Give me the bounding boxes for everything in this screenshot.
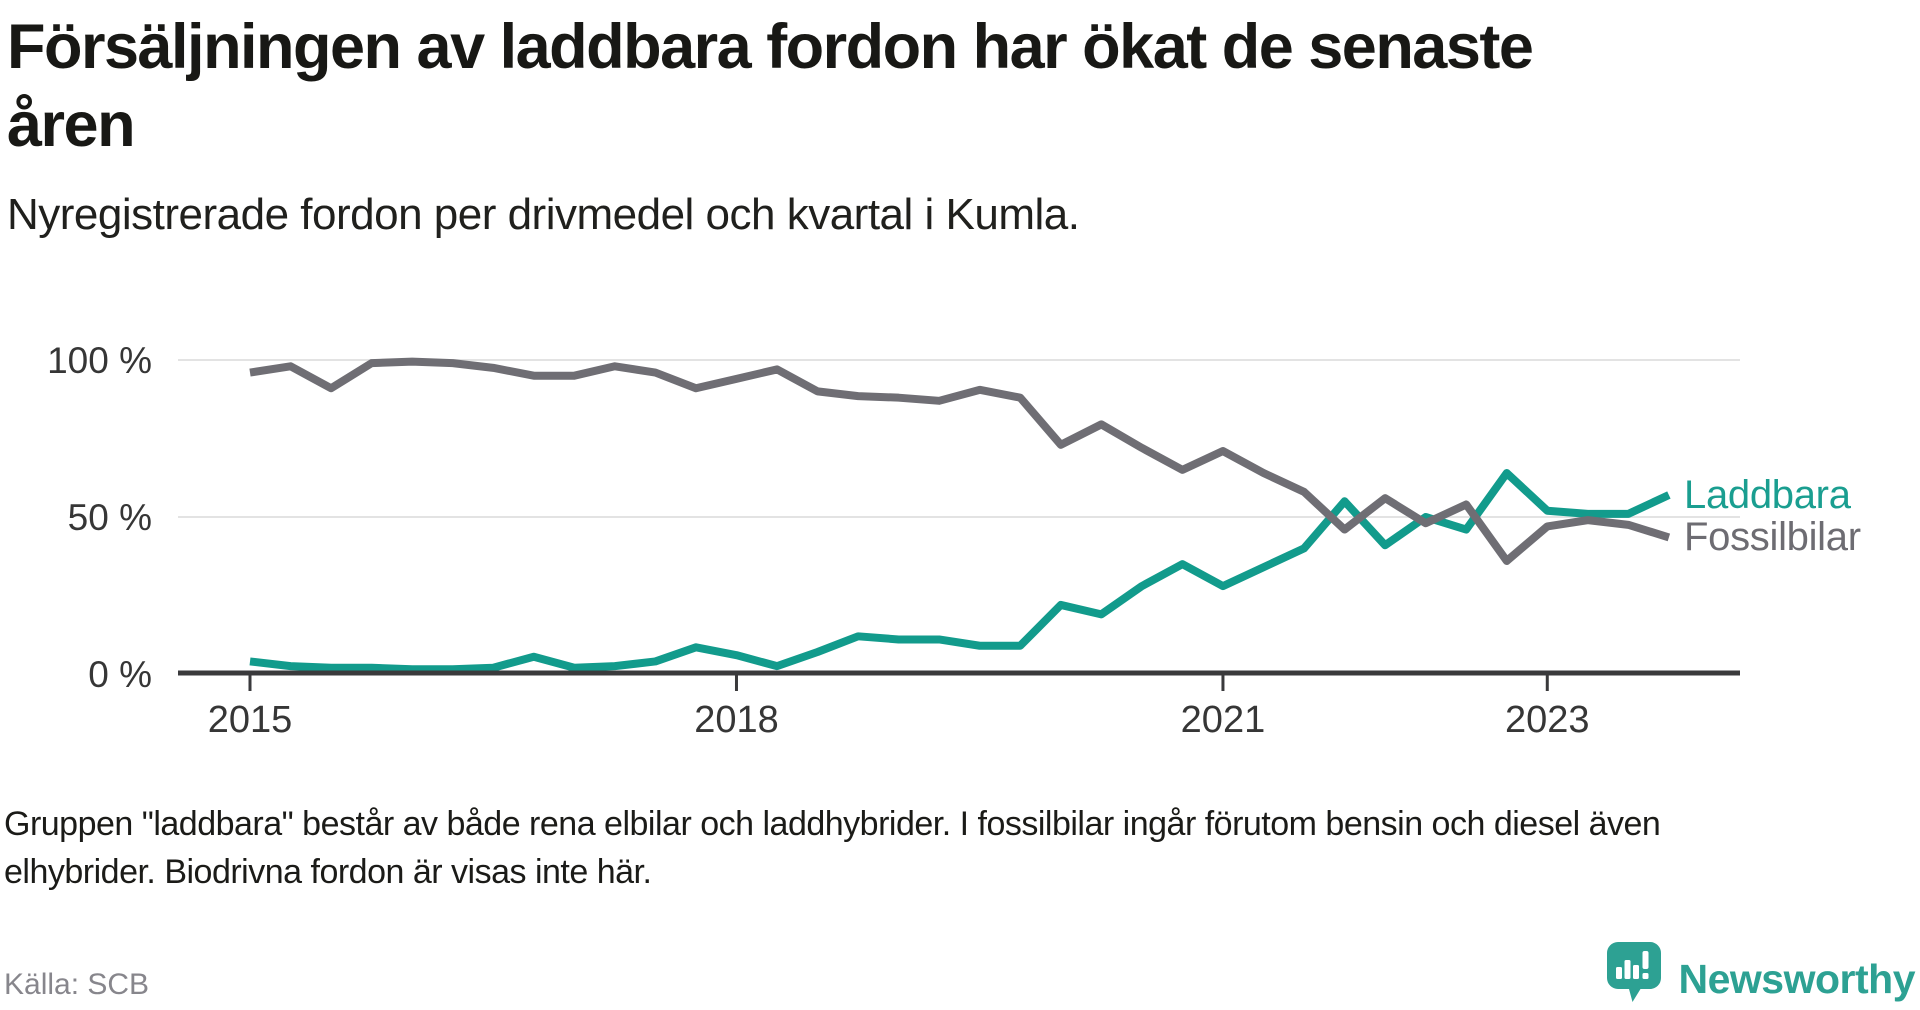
x-axis-label-2015: 2015 (207, 699, 293, 741)
newsworthy-logo-text: Newsworthy (1678, 956, 1915, 1002)
chart-footnote-line-2: elhybrider. Biodrivna fordon är visas inte här. (4, 853, 652, 891)
x-axis-label-2018: 2018 (694, 699, 779, 741)
source-label: Källa: SCB (4, 968, 150, 1001)
series-line-laddbara (250, 473, 1669, 669)
newsworthy-logo-icon (1607, 942, 1661, 1002)
series-line-fossilbilar (250, 362, 1669, 561)
page-title-line-1: Försäljningen av laddbara fordon har ökat de senaste (7, 12, 1533, 82)
y-axis-label-100: 100 % (47, 340, 152, 381)
x-axis-label-2023: 2023 (1505, 699, 1590, 741)
chart-footnote-line-1: Gruppen "laddbara" består av både rena elbilar och laddhybrider. I fossilbilar ingår förutom bensin och diesel även (4, 805, 1661, 843)
y-axis-label-0: 0 % (88, 654, 152, 695)
x-axis-label-2021: 2021 (1180, 699, 1266, 741)
newsworthy-logo (1607, 942, 1916, 1003)
legend-label-fossilbilar: Fossilbilar (1684, 515, 1861, 560)
legend-label-laddbara: Laddbara (1684, 473, 1851, 518)
page-subtitle: Nyregistrerade fordon per drivmedel och kvartal i Kumla. (7, 190, 1080, 239)
page-title-line-2: åren (7, 90, 135, 161)
chart-footnote (4, 800, 1904, 896)
y-axis-label-50: 50 % (67, 497, 152, 538)
